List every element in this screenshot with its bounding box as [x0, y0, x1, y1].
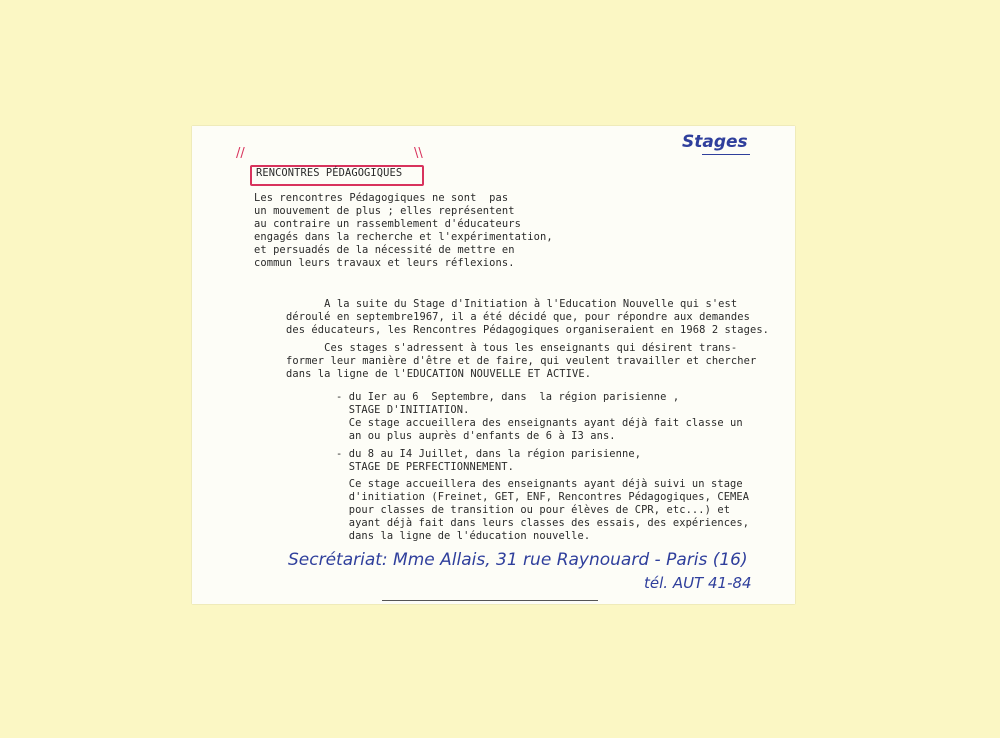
intro-line: Les rencontres Pédagogiques ne sont pas — [254, 192, 509, 204]
document-sheet — [192, 126, 795, 604]
telephone-handwritten: tél. AUT 41-84 — [644, 574, 752, 592]
secretariat-handwritten: Secrétariat: Mme Allais, 31 rue Raynouard - Paris (16) — [288, 550, 748, 570]
paragraph-line: déroulé en septembre1967, il a été décidé que, pour répondre aux demandes — [286, 311, 750, 323]
intro-line: engagés dans la recherche et l'expérimentation, — [254, 231, 553, 243]
red-quote-mark-left: // — [236, 146, 245, 161]
paragraph-line: Ces stages s'adressent à tous les enseignants qui désirent trans- — [286, 342, 738, 354]
stage-line: - du 8 au I4 Juillet, dans la région parisienne, — [336, 448, 642, 460]
red-quote-mark-right: \\ — [414, 146, 423, 161]
intro-line: un mouvement de plus ; elles représentent — [254, 205, 515, 217]
paragraph-line: dans la ligne de l'EDUCATION NOUVELLE ET ACTIVE. — [286, 368, 592, 380]
intro-line: et persuadés de la nécessité de mettre en — [254, 244, 515, 256]
paragraph-line: former leur manière d'être et de faire, qui veulent travailler et chercher — [286, 355, 757, 367]
stage-line: STAGE DE PERFECTIONNEMENT. — [336, 461, 514, 473]
stage-line: Ce stage accueillera des enseignants ayant déjà suivi un stage — [336, 478, 743, 490]
stage-line: d'initiation (Freinet, GET, ENF, Rencontres Pédagogiques, CEMEA — [336, 491, 750, 503]
paragraph-line: des éducateurs, les Rencontres Pédagogiques organiseraient en 1968 2 stages. — [286, 324, 770, 336]
stage-line: dans la ligne de l'éducation nouvelle. — [336, 530, 591, 542]
stage-line: pour classes de transition ou pour élèves de CPR, etc...) et — [336, 504, 731, 516]
stages-underline — [702, 154, 750, 155]
stage-line: Ce stage accueillera des enseignants ayant déjà fait classe un — [336, 417, 743, 429]
document-title: RENCONTRES PÉDAGOGIQUES — [256, 167, 403, 179]
intro-line: commun leurs travaux et leurs réflexions. — [254, 257, 515, 269]
bottom-rule — [382, 600, 598, 601]
stages-annotation: Stages — [682, 132, 748, 152]
intro-line: au contraire un rassemblement d'éducateurs — [254, 218, 521, 230]
stage-line: STAGE D'INITIATION. — [336, 404, 470, 416]
stage-line: - du Ier au 6 Septembre, dans la région parisienne , — [336, 391, 680, 403]
stage-line: ayant déjà fait dans leurs classes des essais, des expériences, — [336, 517, 750, 529]
stage-line: an ou plus auprès d'enfants de 6 à I3 ans. — [336, 430, 616, 442]
paragraph-line: A la suite du Stage d'Initiation à l'Education Nouvelle qui s'est — [286, 298, 738, 310]
